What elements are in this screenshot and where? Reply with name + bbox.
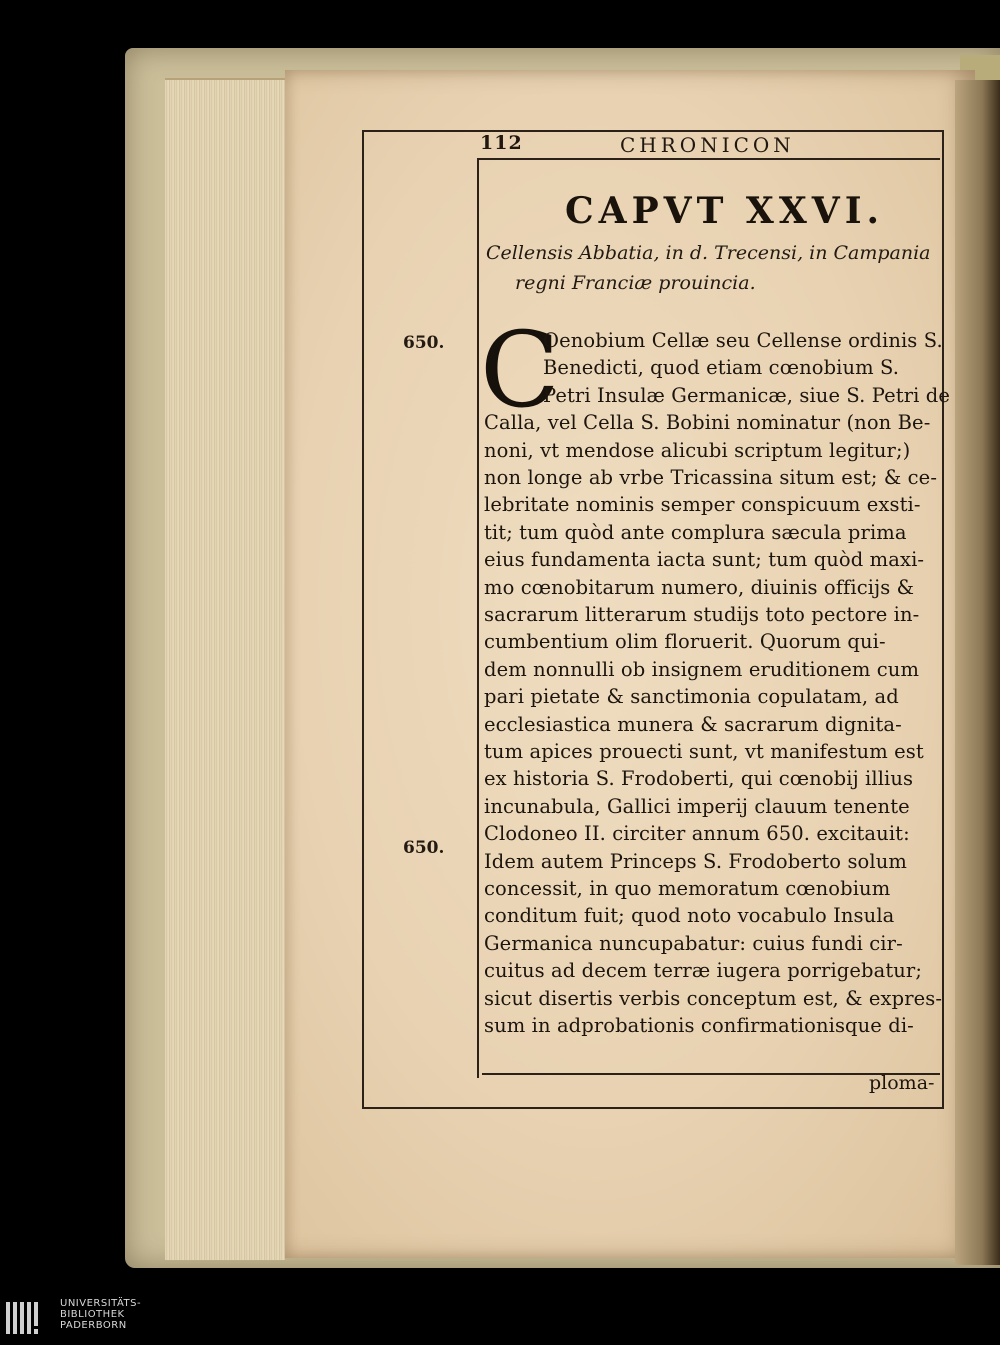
text-line: Clodoneo II. circiter annum 650. excitauit: xyxy=(484,822,910,846)
running-head: CHRONICON xyxy=(620,133,795,157)
text-line: dem nonnulli ob insignem eruditionem cum xyxy=(484,657,920,681)
page-edges xyxy=(165,78,285,1260)
text-line: Germanica nuncupabatur: cuius fundi cir- xyxy=(484,931,903,955)
text-line: Calla, vel Cella S. Bobini nominatur (non Be- xyxy=(484,411,931,435)
page-number: 112 xyxy=(480,132,523,154)
header-rule xyxy=(477,158,940,160)
text-line: concessit, in quo memoratum cœnobium xyxy=(484,877,891,900)
text-line: ecclesiastica munera & sacrarum dignita- xyxy=(484,712,902,736)
library-name-line: UNIVERSITÄTS- xyxy=(60,1298,142,1309)
text-line: cuitus ad decem terræ iugera porrigebatur; xyxy=(484,959,923,983)
text-line: Petri Insulæ Germanicæ, siue S. Petri de xyxy=(543,383,950,407)
text-line: sacrarum litterarum studijs toto pectore in- xyxy=(484,603,920,626)
text-line: mo cœnobitarum numero, diuinis officijs & xyxy=(484,575,915,599)
text-line: eius fundamenta iacta sunt; tum quòd maxi- xyxy=(484,548,925,572)
margin-rule xyxy=(477,160,479,1078)
text-line: conditum fuit; quod noto vocabulo Insula xyxy=(484,904,895,928)
margin-year: 650. xyxy=(403,333,445,353)
library-name-line: PADERBORN xyxy=(60,1320,127,1331)
text-line: pari pietate & sanctimonia copulatam, ad xyxy=(484,685,899,709)
margin-year: 650. xyxy=(403,838,445,858)
library-name-line: BIBLIOTHEK xyxy=(60,1309,125,1320)
library-logo-icon xyxy=(6,1300,54,1336)
chapter-subtitle-line: regni Franciæ prouincia. xyxy=(515,272,756,294)
text-line: tum apices prouecti sunt, vt manifestum est xyxy=(484,740,924,763)
text-line: lebritate nominis semper conspicuum exsti- xyxy=(484,493,921,517)
text-line: Idem autem Princeps S. Frodoberto solum xyxy=(484,849,907,873)
chapter-title: CAPVT XXVI. xyxy=(565,190,885,232)
text-line: tit; tum quòd ante complura sæcula prima xyxy=(484,520,907,544)
catchword: ploma- xyxy=(869,1072,935,1094)
drop-cap: C xyxy=(480,309,560,431)
text-line: incunabula, Gallici imperij clauum tenente xyxy=(484,794,910,818)
text-line: Benedicti, quod etiam cœnobium S. xyxy=(543,356,900,380)
text-line: sum in adprobationis confirmationisque di- xyxy=(484,1014,914,1037)
book-gutter xyxy=(955,80,1000,1265)
text-line: ex historia S. Frodoberti, qui cœnobij illius xyxy=(484,767,914,791)
text-line: sicut disertis verbis conceptum est, & expres- xyxy=(484,986,943,1010)
text-line: Oenobium Cellæ seu Cellense ordinis S. xyxy=(543,329,943,352)
chapter-subtitle-line: Cellensis Abbatia, in d. Trecensi, in Campania xyxy=(486,242,931,264)
library-footer xyxy=(0,1294,1000,1345)
text-line: non longe ab vrbe Tricassina situm est; & ce- xyxy=(484,466,938,489)
text-line: cumbentium olim floruerit. Quorum qui- xyxy=(484,630,886,654)
text-line: noni, vt mendose alicubi scriptum legitur;) xyxy=(484,438,911,462)
